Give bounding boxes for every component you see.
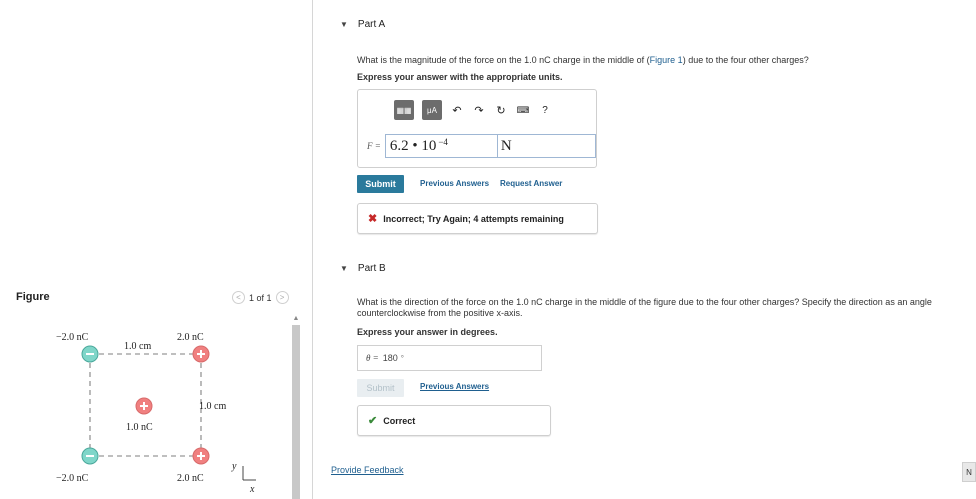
figure-link[interactable]: Figure 1: [649, 55, 683, 65]
question-text-pre: What is the magnitude of the force on the 1.0 nC charge in the middle of (: [357, 55, 650, 65]
label-top-right: 2.0 nC: [177, 332, 204, 343]
axis-y-label: y: [232, 461, 237, 472]
help-icon[interactable]: ?: [542, 104, 548, 116]
answer-exponent: −4: [438, 137, 448, 147]
label-center: 1.0 nC: [126, 422, 153, 433]
part-b-title: Part B: [357, 263, 386, 274]
prev-figure-button[interactable]: [232, 291, 245, 304]
answer-value-field[interactable]: [385, 134, 498, 158]
redo-icon[interactable]: ↷: [474, 104, 484, 117]
label-bottom-right: 2.0 nC: [177, 473, 204, 484]
keyboard-icon[interactable]: ⌨: [516, 104, 530, 115]
next-button[interactable]: N: [962, 462, 976, 482]
templates-icon[interactable]: ▦▦: [394, 100, 414, 120]
part-a-submit-button[interactable]: Submit: [357, 175, 404, 193]
part-a-instruction: Express your answer with the appropriate units.: [357, 72, 563, 82]
correct-check-icon: ✔: [368, 415, 378, 427]
undo-icon[interactable]: ↶: [452, 104, 462, 117]
units-button[interactable]: [422, 100, 442, 120]
label-top-left: −2.0 nC: [56, 332, 89, 343]
units-label: μA: [427, 105, 437, 115]
pager-text: 1 of 1: [249, 292, 272, 303]
collapse-triangle-icon[interactable]: ▼: [340, 264, 348, 273]
figure-pane: [0, 0, 313, 499]
part-a-question: [357, 55, 809, 66]
part-b-feedback: [357, 405, 551, 436]
charge-top-right: [193, 346, 209, 362]
figure-title: Figure: [16, 291, 50, 303]
math-toolbar: [394, 100, 552, 120]
part-b-header[interactable]: [340, 263, 386, 274]
axis-x-label: x: [250, 484, 255, 495]
chevron-left-icon: <: [236, 293, 241, 302]
charge-bottom-left: [82, 448, 98, 464]
part-a-feedback: [357, 203, 598, 234]
figure-pager: [232, 291, 289, 304]
scroll-thumb[interactable]: [292, 325, 300, 499]
part-a-feedback-text: Incorrect; Try Again; 4 attempts remaining: [383, 213, 564, 224]
provide-feedback-link[interactable]: Provide Feedback: [331, 465, 404, 475]
collapse-triangle-icon[interactable]: ▼: [340, 20, 348, 29]
dim-vertical-label: 1.0 cm: [199, 401, 227, 412]
answer-label-f: F =: [367, 141, 381, 151]
axes-icon: [231, 461, 256, 495]
reset-icon[interactable]: ↻: [496, 104, 506, 117]
charge-figure: [16, 314, 289, 499]
theta-value: 180: [382, 353, 398, 363]
question-text-post: ) due to the four other charges?: [682, 55, 809, 65]
chevron-right-icon: >: [279, 293, 285, 302]
part-a-header[interactable]: [340, 19, 385, 30]
charge-bottom-right: [193, 448, 209, 464]
answer-unit-field[interactable]: N: [498, 134, 596, 158]
next-figure-button[interactable]: [276, 291, 289, 304]
charge-center: [136, 398, 152, 414]
incorrect-x-icon: ✖: [368, 213, 378, 225]
part-a-title: Part A: [357, 19, 386, 30]
dim-horizontal-label: 1.0 cm: [124, 341, 152, 352]
question-pane: [314, 0, 976, 499]
part-a-answer-row: [367, 134, 596, 158]
part-a-previous-answers-link[interactable]: Previous Answers: [420, 179, 490, 188]
label-bottom-left: −2.0 nC: [56, 473, 89, 484]
part-b-feedback-text: Correct: [383, 415, 416, 426]
scroll-up-icon[interactable]: ▲: [292, 315, 300, 322]
request-answer-link[interactable]: Request Answer: [500, 179, 563, 188]
part-b-submit-button[interactable]: Submit: [357, 379, 404, 397]
part-b-answer-field[interactable]: [357, 345, 542, 371]
theta-label: θ =: [366, 353, 379, 363]
charge-top-left: [82, 346, 98, 362]
answer-mantissa: 6.2 • 10: [389, 137, 437, 154]
part-b-previous-answers-link[interactable]: Previous Answers: [420, 382, 490, 391]
figure-scrollbar[interactable]: [291, 314, 301, 499]
part-a-answer-box: [357, 89, 597, 168]
part-b-instruction: Express your answer in degrees.: [357, 327, 498, 337]
part-b-question: What is the direction of the force on the 1.0 nC charge in the middle of the figure due to the four other charges? Specify the direction as an angle counterclockwise from the positive x-axis.: [357, 297, 932, 318]
degree-unit: °: [400, 353, 404, 363]
